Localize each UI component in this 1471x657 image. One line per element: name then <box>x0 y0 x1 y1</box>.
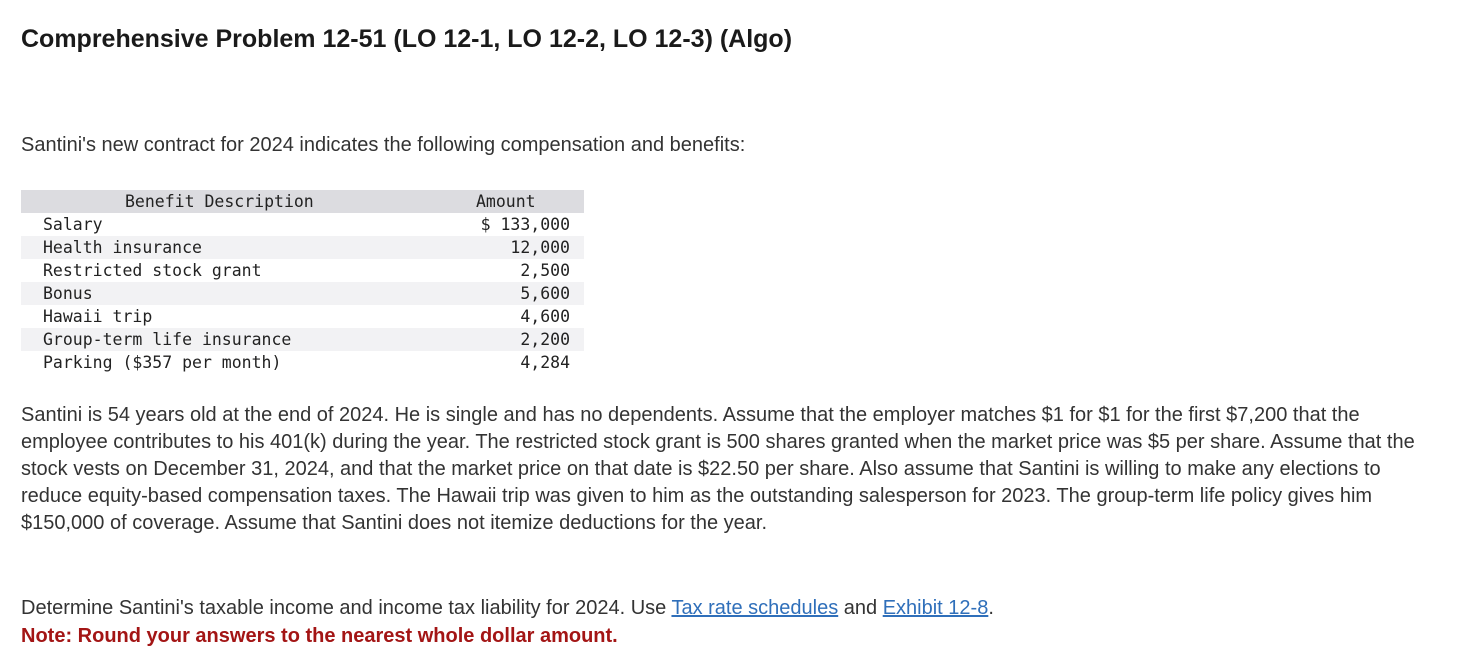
column-header-amount: Amount <box>476 192 536 211</box>
benefit-amount: 5,600 <box>520 284 570 303</box>
task-text-middle: and <box>838 597 883 619</box>
table-row <box>21 305 584 328</box>
benefit-description: Parking ($357 per month) <box>43 353 282 372</box>
table-row <box>21 236 584 259</box>
benefits-table <box>21 190 584 374</box>
tax-rate-schedules-link[interactable]: Tax rate schedules <box>671 597 839 619</box>
benefit-amount: 2,200 <box>520 330 570 349</box>
benefit-description: Salary <box>43 215 103 234</box>
benefit-description: Health insurance <box>43 238 202 257</box>
task-text-after: . <box>988 597 994 619</box>
table-row <box>21 213 584 236</box>
table-row <box>21 328 584 351</box>
benefit-description: Group-term life insurance <box>43 330 292 349</box>
column-header-description: Benefit Description <box>125 192 314 211</box>
table-row <box>21 259 584 282</box>
benefit-amount: 4,600 <box>520 307 570 326</box>
benefit-description: Hawaii trip <box>43 307 153 326</box>
exhibit-12-8-link[interactable]: Exhibit 12-8 <box>882 597 989 619</box>
benefit-amount: 2,500 <box>520 261 570 280</box>
table-row <box>21 282 584 305</box>
intro-text: Santini's new contract for 2024 indicates the following compensation and benefits: <box>21 134 746 156</box>
rounding-note: Note: Round your answers to the nearest whole dollar amount. <box>21 625 618 647</box>
benefit-description: Restricted stock grant <box>43 261 262 280</box>
task-instruction <box>21 594 994 622</box>
benefit-amount: 4,284 <box>520 353 570 372</box>
task-text-before: Determine Santini's taxable income and income tax liability for 2024. Use <box>21 597 672 619</box>
table-header-row <box>21 190 584 213</box>
problem-title: Comprehensive Problem 12-51 (LO 12-1, LO 12-2, LO 12-3) (Algo) <box>21 25 793 53</box>
facts-paragraph: Santini is 54 years old at the end of 2024. He is single and has no dependents. Assume that the employer matches $1 for $1 for the first $7,200 that the employee contributes to his 401(k) during the year. The restricted stock grant is 500 shares granted when the market price was $5 per share. Assume that the stock vests on December 31, 2024, and that the market price on that date is $22.50 per share. Also assume that Santini is willing to make any elections to reduce equity-based compensation taxes. The Hawaii trip was given to him as the outstanding salesperson for 2023. The group-term life policy gives him $150,000 of coverage. Assume that Santini does not itemize deductions for the year. <box>21 404 1415 534</box>
benefit-amount: 12,000 <box>510 238 570 257</box>
table-row <box>21 351 584 374</box>
benefit-description: Bonus <box>43 284 93 303</box>
benefit-amount: $ 133,000 <box>480 215 570 234</box>
